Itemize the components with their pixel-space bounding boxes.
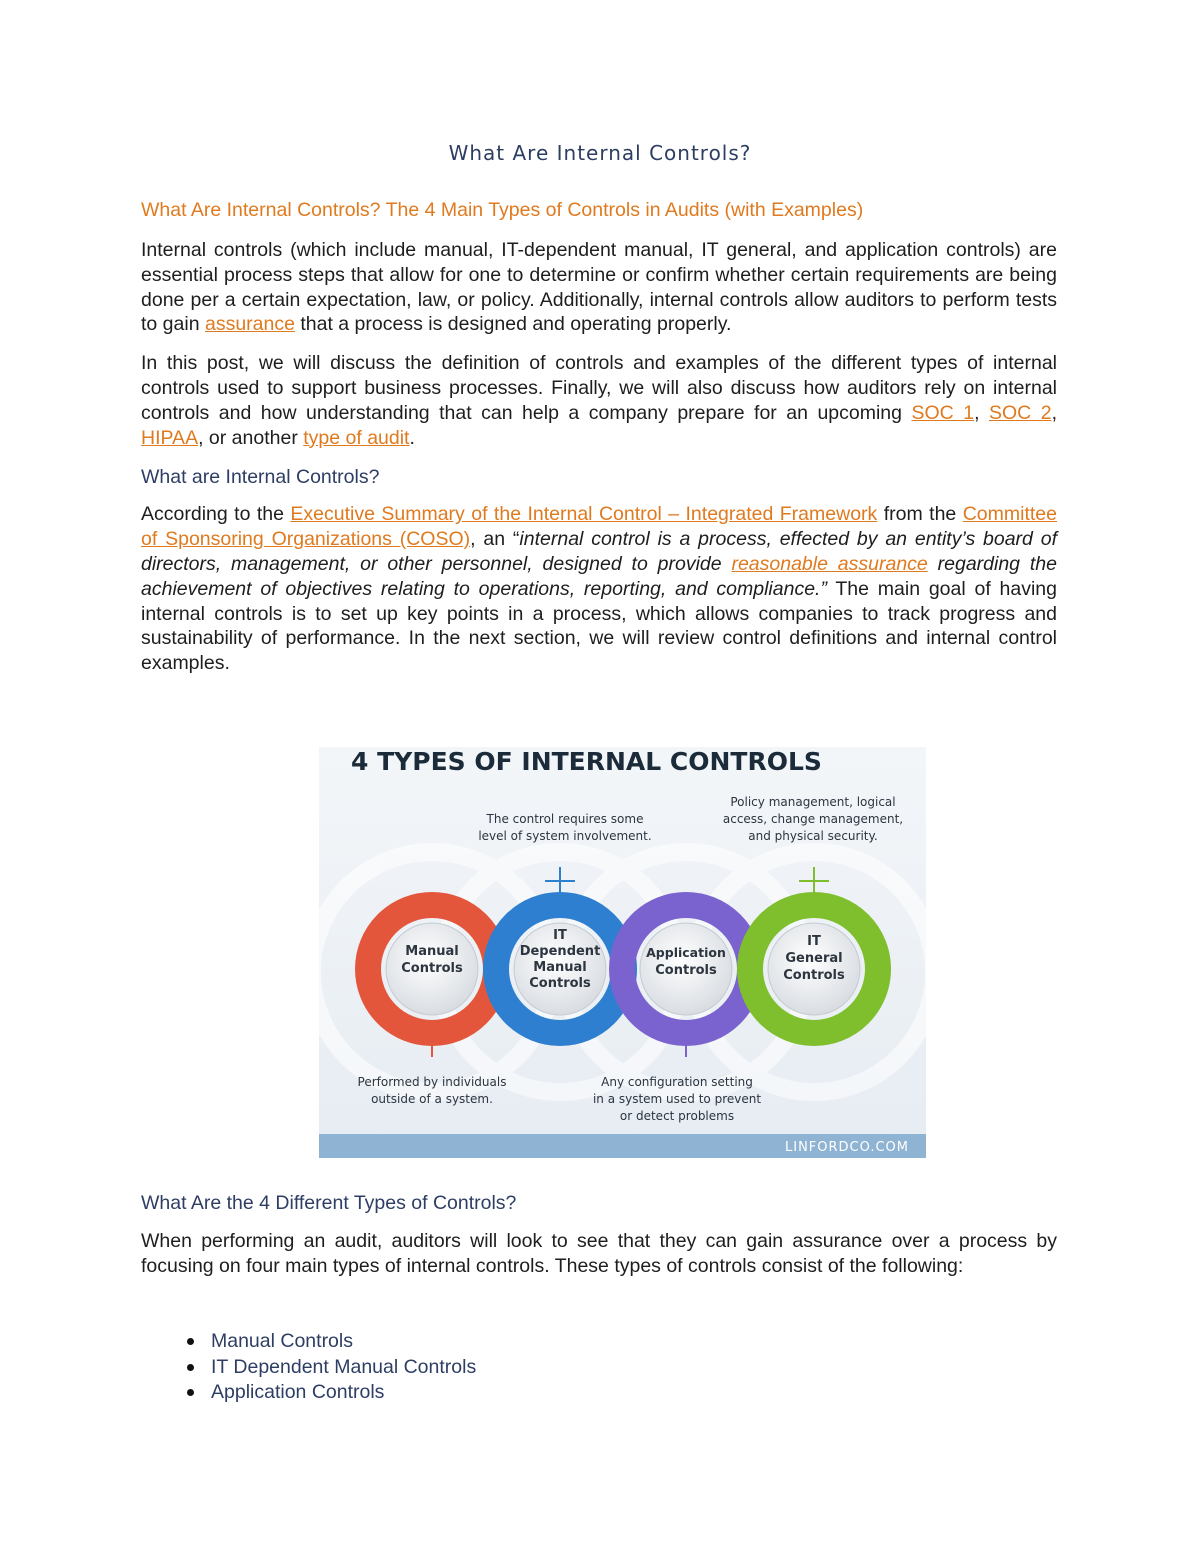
definition-text: from the — [877, 503, 963, 526]
definition-text: According to the — [141, 503, 291, 526]
list-item — [141, 1380, 476, 1406]
bullet-icon — [187, 1364, 194, 1371]
bottom-note-2-line-3: or detect problems — [619, 1109, 735, 1123]
top-note-1-line-1: The control requires some — [486, 812, 644, 826]
page-title: What Are Internal Controls? — [448, 141, 752, 165]
list-item-label: IT Dependent Manual Controls — [211, 1355, 477, 1378]
separator: , — [1051, 401, 1057, 424]
top-note-2-line-3: and physical security. — [748, 829, 878, 843]
top-note-2-line-1: Policy management, logical — [730, 795, 896, 809]
bullet-icon — [187, 1338, 194, 1345]
itgc-label-2: General — [785, 951, 843, 966]
intro-text: Internal controls (which include manual, IT-dependent manual, IT general, and application controls) are essential process steps that allow for one to determine or confirm whether certain requirements are being done per a certain expectation, law, or policy. Additionally, internal controls allow auditors to perform tests to gain — [141, 239, 1057, 336]
definition-text-end: The main goal of having internal controls is to set up key points in a process, which allows companies to track progress and sustainability of performance. In the next section, we will review control definitions and internal control examples. — [141, 577, 1057, 675]
itdm-label-3: Manual — [533, 960, 587, 975]
bottom-note-2-line-2: in a system used to prevent — [592, 1092, 762, 1106]
hipaa-link[interactable]: HIPAA — [141, 426, 199, 449]
intro-text-end: that a process is designed and operating properly. — [294, 313, 732, 336]
list-item — [141, 1329, 476, 1355]
separator: , — [974, 401, 989, 424]
overview-paragraph — [141, 351, 1057, 450]
itgc-label-3: Controls — [783, 968, 845, 983]
definition-text: , an “ — [470, 528, 520, 551]
itdm-label-2: Dependent — [519, 944, 601, 959]
bottom-note-1-line-2: outside of a system. — [371, 1092, 493, 1106]
section-heading-types: What Are the 4 Different Types of Controls? — [141, 1192, 517, 1214]
assurance-link[interactable]: assurance — [204, 313, 295, 336]
definition-quote-end: regarding the achievement of objectives relating to operations, reporting, and compliance.” — [141, 552, 1057, 600]
article-subtitle: What Are Internal Controls? The 4 Main Types of Controls in Audits (with Examples) — [141, 199, 864, 221]
application-label-2: Controls — [655, 963, 717, 978]
top-note-2-line-2: access, change management, — [722, 812, 904, 826]
infographic-title: 4 TYPES OF INTERNAL CONTROLS — [351, 747, 822, 776]
manual-label-1: Manual — [405, 944, 459, 959]
manual-label-2: Controls — [401, 961, 463, 976]
itdm-label-4: Controls — [529, 976, 591, 991]
itgc-label-1: IT — [807, 934, 821, 949]
application-label-1: Application — [646, 945, 726, 960]
list-item-label: Manual Controls — [211, 1330, 353, 1352]
soc2-link[interactable]: SOC 2 — [988, 401, 1052, 424]
bottom-note-1-line-1: Performed by individuals — [357, 1075, 507, 1089]
infographic-graphic — [319, 747, 926, 1158]
internal-controls-infographic — [319, 747, 926, 1158]
reasonable-assurance-link[interactable]: reasonable assurance — [731, 552, 928, 575]
coso-link[interactable]: Committee of Sponsoring Organizations (COSO) — [141, 503, 1057, 551]
executive-summary-link[interactable]: Executive Summary of the Internal Control – Integrated Framework — [290, 503, 878, 526]
main-content — [141, 197, 1057, 690]
infographic-footer-text: LINFORDCO.COM — [785, 1140, 909, 1155]
definition-quote: internal control is a process, effected by an entity’s board of directors, management, or other personnel, designed to provide — [141, 528, 1057, 575]
list-item-label: Application Controls — [211, 1381, 385, 1403]
intro-paragraph — [141, 238, 1057, 337]
bottom-note-2-line-1: Any configuration setting — [601, 1075, 753, 1089]
overview-text-mid: , or another — [198, 426, 304, 449]
types-paragraph: When performing an audit, auditors will look to see that they can gain assurance over a process by focusing on four main types of internal controls. These types of controls consist of the following: — [141, 1230, 1057, 1277]
list-item — [141, 1355, 476, 1381]
itdm-label-1: IT — [553, 928, 567, 943]
definition-paragraph — [141, 502, 1057, 676]
overview-text-end: . — [409, 426, 415, 449]
overview-text: In this post, we will discuss the definition of controls and examples of the different types of internal controls used to support business processes. Finally, we will also discuss how auditors rely on internal controls and how understanding that can help a company prepare for an upcoming — [141, 352, 1057, 424]
controls-list — [141, 1329, 476, 1406]
top-note-1-line-2: level of system involvement. — [478, 829, 652, 843]
soc1-link[interactable]: SOC 1 — [911, 401, 975, 424]
type-of-audit-link[interactable]: type of audit — [303, 426, 410, 449]
section-heading-internal-controls: What are Internal Controls? — [141, 466, 380, 489]
bullet-icon — [187, 1389, 194, 1396]
